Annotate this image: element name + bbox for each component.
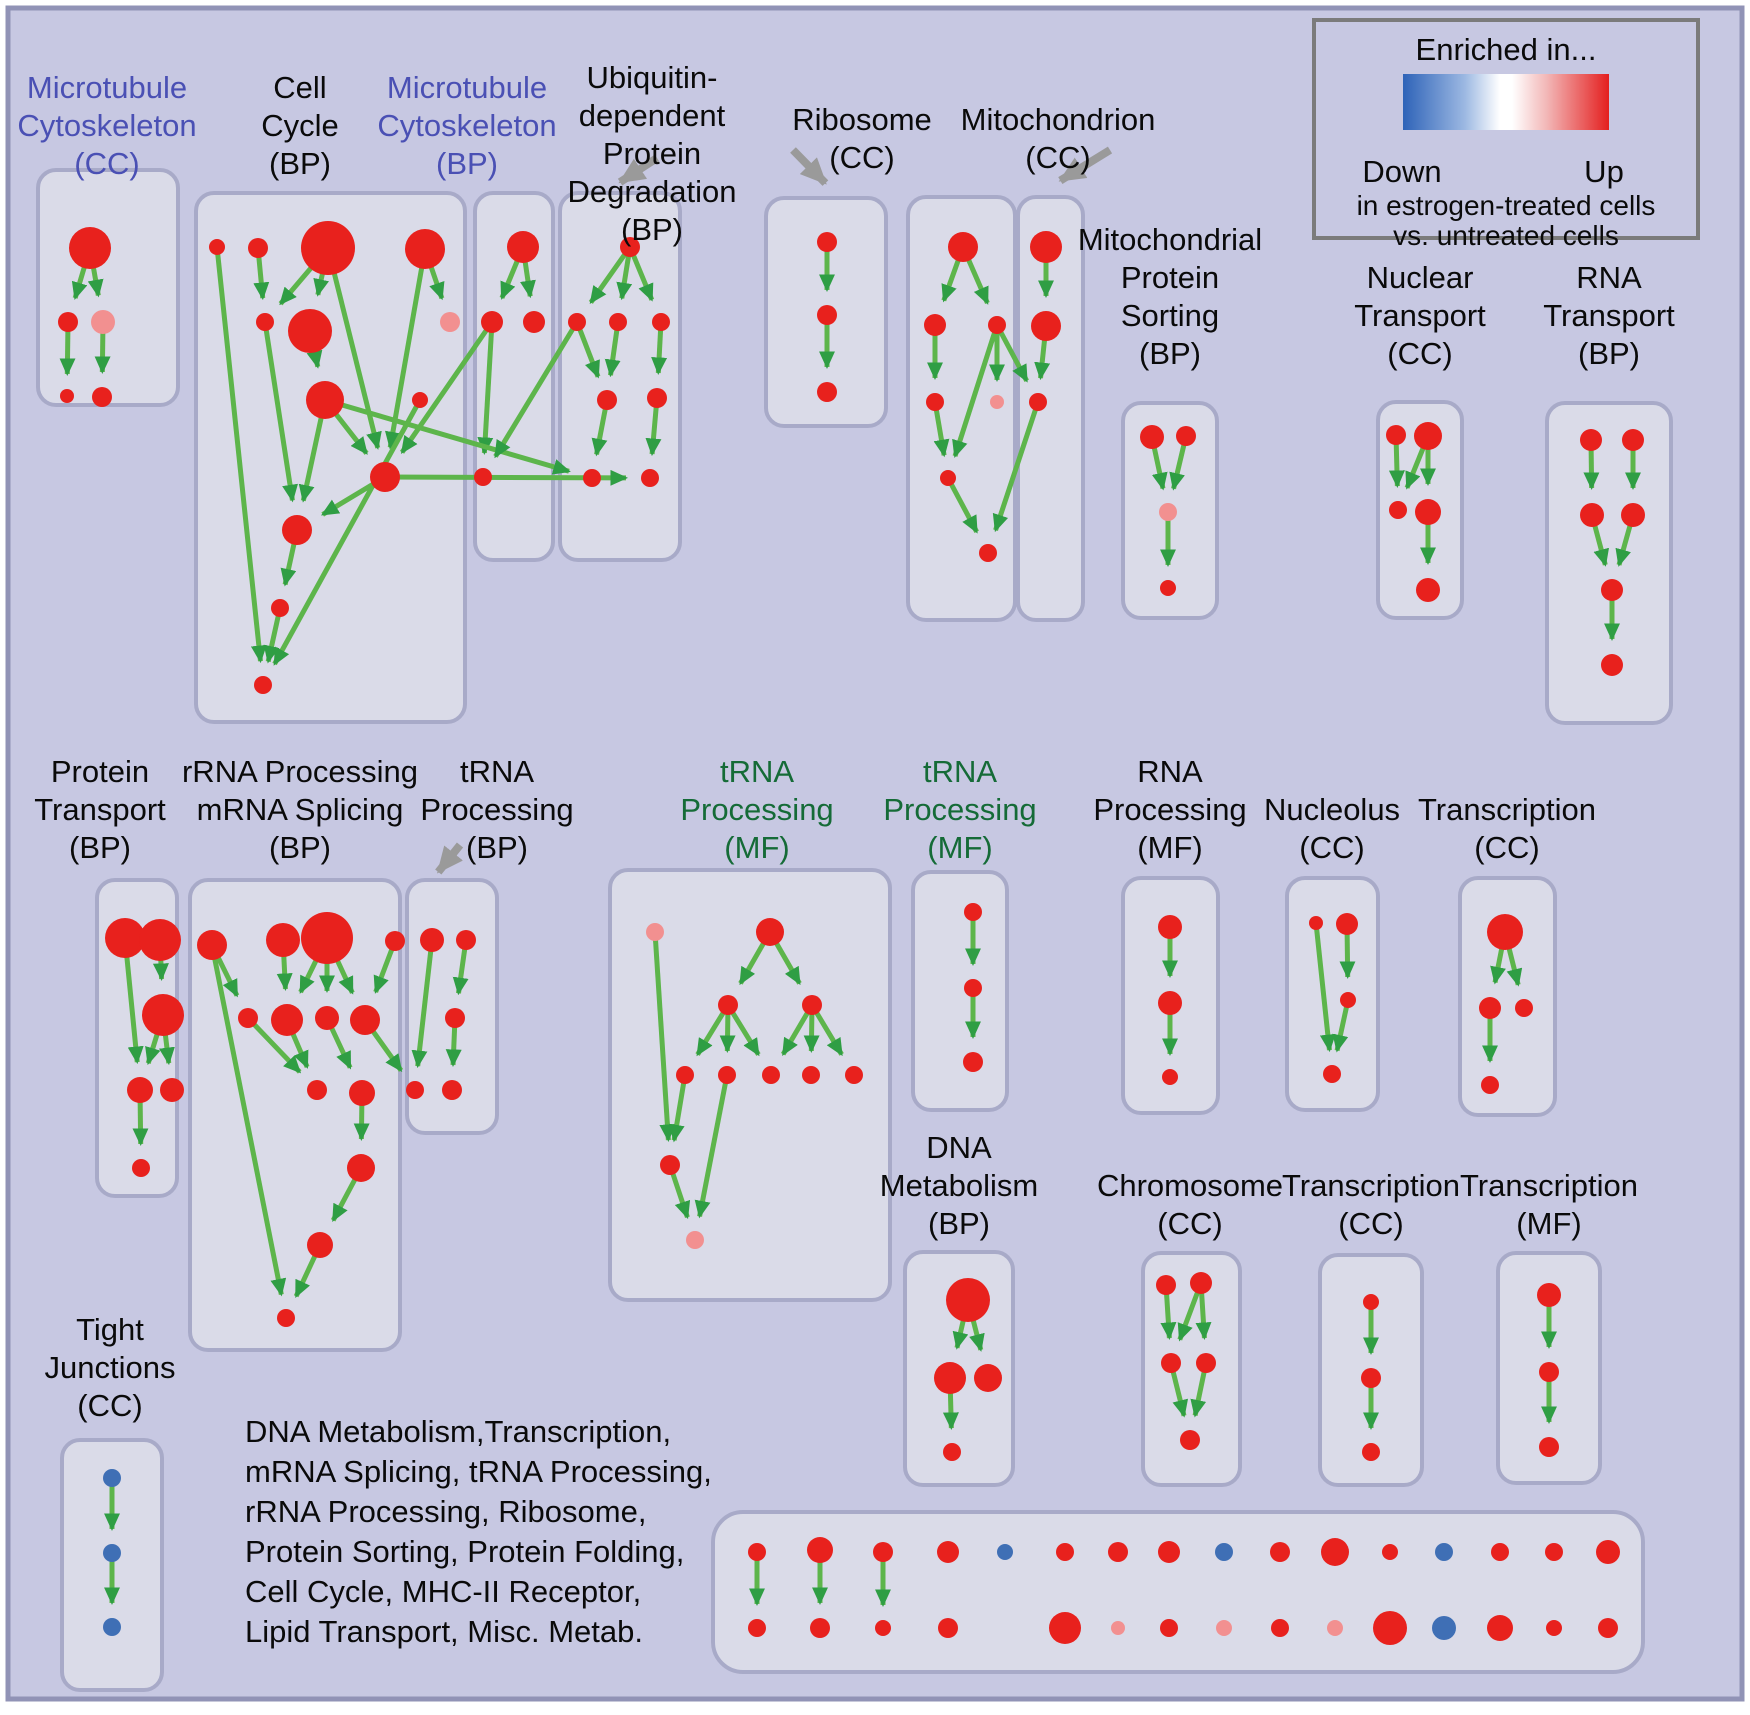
go-term-node-nuc-t-0 bbox=[1386, 425, 1406, 445]
misc-line: Lipid Transport, Misc. Metab. bbox=[245, 1614, 643, 1649]
go-term-node-cell-cycle-11 bbox=[271, 599, 289, 617]
go-term-node-mt-bp-3 bbox=[474, 468, 492, 486]
go-term-node-chromosome-2 bbox=[1161, 1353, 1181, 1373]
group-label-mps-line-0: Mitochondrial bbox=[1077, 222, 1263, 257]
group-label-chromosome-line-1: (CC) bbox=[1157, 1206, 1223, 1241]
group-label-trans-mf-line-1: (MF) bbox=[1516, 1206, 1582, 1241]
go-term-node-rna-p-mf-2 bbox=[1162, 1069, 1178, 1085]
group-label-prot-t-line-1: Transport bbox=[34, 792, 166, 827]
group-label-nucleolus-line-1: (CC) bbox=[1299, 830, 1365, 865]
go-term-node-misc-cluster-3 bbox=[937, 1541, 959, 1563]
go-term-node-trans-cc-2-0 bbox=[1487, 914, 1523, 950]
go-term-node-mt-cc-0 bbox=[69, 227, 111, 269]
group-label-rna-p-mf-line-0: RNA bbox=[1137, 754, 1203, 789]
group-label-mt-cc-line-2: (CC) bbox=[74, 146, 140, 181]
go-term-node-mt-cc-2 bbox=[91, 310, 115, 334]
go-term-node-dna-met-1 bbox=[934, 1362, 966, 1394]
group-label-trna-mf-2-line-2: (MF) bbox=[927, 830, 993, 865]
go-term-node-rrna-10 bbox=[347, 1154, 375, 1182]
go-term-node-mt-cc-1 bbox=[58, 312, 78, 332]
go-term-node-dna-met-3 bbox=[943, 1443, 961, 1461]
go-term-node-rrna-8 bbox=[307, 1080, 327, 1100]
group-label-ribosome-line-0: Ribosome bbox=[792, 102, 932, 137]
go-term-node-prot-t-1 bbox=[139, 919, 181, 961]
legend-subtitle-line2: vs. untreated cells bbox=[1393, 220, 1619, 251]
group-label-mt-cc-line-0: Microtubule bbox=[26, 70, 188, 105]
go-term-node-trna-bp-1 bbox=[456, 930, 476, 950]
go-term-node-rna-p-mf-0 bbox=[1158, 915, 1182, 939]
go-term-node-trans-mf-2 bbox=[1539, 1437, 1559, 1457]
go-term-node-mito-2 bbox=[1029, 393, 1047, 411]
go-term-node-rrna-11 bbox=[307, 1232, 333, 1258]
go-term-node-mt-bp-0 bbox=[507, 231, 539, 263]
go-term-node-ub-a-3 bbox=[652, 313, 670, 331]
group-label-ub-a-line-2: Protein bbox=[602, 136, 702, 171]
go-term-node-tight-j-0 bbox=[103, 1469, 121, 1487]
group-box-trans-cc-2 bbox=[1460, 878, 1555, 1115]
go-term-node-rrna-12 bbox=[277, 1309, 295, 1327]
go-term-node-rrna-5 bbox=[271, 1004, 303, 1036]
go-term-node-ub-b-1 bbox=[817, 305, 837, 325]
go-term-node-trna-mf-1-6 bbox=[762, 1066, 780, 1084]
go-term-node-ribosome-6 bbox=[979, 544, 997, 562]
go-term-node-rna-t-2 bbox=[1580, 503, 1604, 527]
group-label-mps-line-1: Protein bbox=[1120, 260, 1220, 295]
misc-line: Protein Sorting, Protein Folding, bbox=[245, 1534, 685, 1569]
go-term-node-trna-mf-2-0 bbox=[964, 903, 982, 921]
go-term-node-trans-cc-3-1 bbox=[1361, 1368, 1381, 1388]
go-term-node-nuc-t-1 bbox=[1414, 422, 1442, 450]
group-label-ribosome-line-1: (CC) bbox=[829, 140, 895, 175]
go-term-node-ribosome-5 bbox=[940, 470, 956, 486]
go-term-node-misc-cluster-0 bbox=[748, 1543, 766, 1561]
go-term-node-misc-cluster-24 bbox=[1271, 1619, 1289, 1637]
group-label-cell-cycle-line-2: (BP) bbox=[269, 146, 331, 181]
go-term-node-trans-cc-2-2 bbox=[1515, 999, 1533, 1017]
group-label-mt-bp-line-1: Cytoskeleton bbox=[377, 108, 557, 143]
go-term-node-chromosome-1 bbox=[1190, 1272, 1212, 1294]
go-term-node-ub-a-1 bbox=[568, 313, 586, 331]
go-term-node-rna-t-0 bbox=[1580, 429, 1602, 451]
go-term-node-mps-0 bbox=[1140, 425, 1164, 449]
go-term-node-ub-a-2 bbox=[609, 313, 627, 331]
legend bbox=[1312, 18, 1700, 251]
go-term-node-misc-cluster-10 bbox=[1321, 1538, 1349, 1566]
group-label-rrna-line-1: mRNA Splicing bbox=[196, 792, 404, 827]
group-label-mps-line-2: Sorting bbox=[1120, 298, 1220, 333]
go-term-node-ub-a-6 bbox=[583, 469, 601, 487]
go-term-node-misc-cluster-23 bbox=[1216, 1620, 1232, 1636]
go-term-node-cell-cycle-7 bbox=[306, 381, 344, 419]
go-term-node-rrna-0 bbox=[197, 930, 227, 960]
go-term-node-misc-cluster-25 bbox=[1327, 1620, 1343, 1636]
group-label-mt-cc-line-1: Cytoskeleton bbox=[17, 108, 197, 143]
legend-down-label: Down bbox=[1362, 154, 1442, 189]
go-term-node-prot-t-2 bbox=[142, 994, 184, 1036]
go-term-node-rrna-9 bbox=[349, 1080, 375, 1106]
go-term-node-ribosome-0 bbox=[948, 232, 978, 262]
go-term-node-misc-cluster-12 bbox=[1435, 1543, 1453, 1561]
go-term-node-cell-cycle-4 bbox=[256, 313, 274, 331]
misc-line: rRNA Processing, Ribosome, bbox=[245, 1494, 647, 1529]
go-term-node-rrna-3 bbox=[385, 931, 405, 951]
go-term-node-dna-met-0 bbox=[946, 1278, 990, 1322]
go-term-node-chromosome-4 bbox=[1180, 1430, 1200, 1450]
go-term-node-rna-t-4 bbox=[1601, 579, 1623, 601]
go-term-node-trna-mf-1-9 bbox=[660, 1155, 680, 1175]
go-term-node-misc-cluster-29 bbox=[1546, 1620, 1562, 1636]
go-term-node-misc-cluster-20 bbox=[1049, 1612, 1081, 1644]
go-term-node-mito-1 bbox=[1031, 311, 1061, 341]
go-term-node-cell-cycle-1 bbox=[248, 238, 268, 258]
group-label-tight-j-line-0: Tight bbox=[76, 1312, 144, 1347]
go-term-node-cell-cycle-8 bbox=[412, 392, 428, 408]
go-term-node-dna-met-2 bbox=[974, 1364, 1002, 1392]
go-term-node-misc-cluster-11 bbox=[1382, 1544, 1398, 1560]
go-term-node-mt-bp-1 bbox=[481, 311, 503, 333]
go-term-node-trna-mf-1-5 bbox=[718, 1066, 736, 1084]
group-label-mito-line-1: (CC) bbox=[1025, 140, 1091, 175]
go-term-node-trna-bp-2 bbox=[445, 1008, 465, 1028]
go-term-node-rrna-6 bbox=[315, 1006, 339, 1030]
go-term-node-nuc-t-2 bbox=[1389, 501, 1407, 519]
go-term-node-nucleolus-1 bbox=[1336, 913, 1358, 935]
group-label-nucleolus-line-0: Nucleolus bbox=[1263, 792, 1401, 827]
group-box-ub-a bbox=[560, 193, 680, 560]
go-term-node-trans-mf-1 bbox=[1539, 1362, 1559, 1382]
go-term-node-misc-cluster-6 bbox=[1108, 1542, 1128, 1562]
go-term-node-misc-cluster-22 bbox=[1160, 1619, 1178, 1637]
go-term-node-ribosome-2 bbox=[988, 316, 1006, 334]
group-label-trna-mf-2-line-0: tRNA bbox=[922, 754, 998, 789]
go-term-node-ribosome-4 bbox=[990, 395, 1004, 409]
go-term-node-prot-t-4 bbox=[160, 1078, 184, 1102]
misc-line: Cell Cycle, MHC-II Receptor, bbox=[245, 1574, 642, 1609]
go-term-node-misc-cluster-7 bbox=[1158, 1541, 1180, 1563]
group-label-mt-bp-line-2: (BP) bbox=[436, 146, 498, 181]
go-term-node-tight-j-2 bbox=[103, 1618, 121, 1636]
go-term-node-ub-a-4 bbox=[597, 390, 617, 410]
go-term-node-prot-t-5 bbox=[132, 1159, 150, 1177]
go-term-node-trans-mf-0 bbox=[1537, 1283, 1561, 1307]
go-term-node-trna-mf-1-7 bbox=[802, 1066, 820, 1084]
go-term-node-tight-j-1 bbox=[103, 1544, 121, 1562]
go-term-node-trna-mf-1-2 bbox=[718, 995, 738, 1015]
group-label-dna-met-line-2: (BP) bbox=[928, 1206, 990, 1241]
group-label-prot-t-line-2: (BP) bbox=[69, 830, 131, 865]
misc-line: mRNA Splicing, tRNA Processing, bbox=[245, 1454, 712, 1489]
go-term-node-trna-mf-1-3 bbox=[802, 995, 822, 1015]
go-term-node-nucleolus-2 bbox=[1340, 992, 1356, 1008]
group-label-rna-t-line-1: Transport bbox=[1543, 298, 1675, 333]
go-term-node-rna-t-3 bbox=[1621, 503, 1645, 527]
group-label-rna-t-line-0: RNA bbox=[1576, 260, 1642, 295]
go-term-node-rna-t-5 bbox=[1601, 654, 1623, 676]
go-term-node-misc-cluster-18 bbox=[875, 1620, 891, 1636]
go-term-node-rna-t-1 bbox=[1622, 429, 1644, 451]
group-label-trna-bp-line-0: tRNA bbox=[459, 754, 535, 789]
go-term-node-misc-cluster-2 bbox=[873, 1542, 893, 1562]
group-label-prot-t-line-0: Protein bbox=[50, 754, 150, 789]
misc-line: DNA Metabolism,Transcription, bbox=[245, 1414, 672, 1449]
group-label-nuc-t-line-2: (CC) bbox=[1387, 336, 1453, 371]
go-term-node-misc-cluster-1 bbox=[807, 1537, 833, 1563]
group-box-mt-cc bbox=[38, 170, 178, 405]
misc-annotation-text bbox=[245, 1412, 712, 1652]
go-term-node-misc-cluster-17 bbox=[810, 1618, 830, 1638]
go-term-node-mps-3 bbox=[1160, 580, 1176, 596]
group-label-trans-cc-2-line-0: Transcription bbox=[1417, 792, 1597, 827]
group-label-ub-a-line-4: (BP) bbox=[621, 212, 683, 247]
group-label-trna-bp-line-1: Processing bbox=[420, 792, 574, 827]
legend-gradient-bar bbox=[1403, 74, 1609, 130]
group-label-dna-met-line-1: Metabolism bbox=[879, 1168, 1039, 1203]
go-term-node-misc-cluster-14 bbox=[1545, 1543, 1563, 1561]
go-term-node-cell-cycle-6 bbox=[440, 312, 460, 332]
go-term-node-trna-bp-0 bbox=[420, 928, 444, 952]
go-term-node-nuc-t-4 bbox=[1416, 578, 1440, 602]
go-term-node-cell-cycle-2 bbox=[301, 221, 355, 275]
go-term-node-misc-cluster-8 bbox=[1215, 1543, 1233, 1561]
go-term-node-nucleolus-3 bbox=[1323, 1065, 1341, 1083]
go-term-node-mps-1 bbox=[1176, 426, 1196, 446]
go-term-node-misc-cluster-4 bbox=[997, 1544, 1013, 1560]
go-term-node-prot-t-3 bbox=[127, 1077, 153, 1103]
go-term-node-trna-bp-3 bbox=[406, 1081, 424, 1099]
legend-title: Enriched in... bbox=[1415, 32, 1597, 67]
go-term-node-ub-a-7 bbox=[641, 469, 659, 487]
go-term-node-trans-cc-2-1 bbox=[1479, 997, 1501, 1019]
group-label-chromosome-line-0: Chromosome bbox=[1096, 1168, 1284, 1203]
go-term-node-ub-a-0 bbox=[620, 237, 640, 257]
group-label-rrna-line-0: rRNA Processing bbox=[181, 754, 419, 789]
group-label-cell-cycle-line-1: Cycle bbox=[261, 108, 339, 143]
group-box-trna-mf-2 bbox=[913, 872, 1007, 1110]
go-term-node-cell-cycle-12 bbox=[254, 676, 272, 694]
group-label-dna-met-line-0: DNA bbox=[926, 1130, 992, 1165]
group-label-rna-t-line-2: (BP) bbox=[1578, 336, 1640, 371]
go-term-node-misc-cluster-15 bbox=[1596, 1540, 1620, 1564]
go-term-node-rrna-4 bbox=[238, 1008, 258, 1028]
go-term-node-nucleolus-0 bbox=[1309, 916, 1323, 930]
group-label-rna-p-mf-line-2: (MF) bbox=[1137, 830, 1203, 865]
group-label-trna-mf-1-line-0: tRNA bbox=[719, 754, 795, 789]
go-term-node-misc-cluster-21 bbox=[1111, 1621, 1125, 1635]
go-term-node-misc-cluster-26 bbox=[1373, 1611, 1407, 1645]
group-label-trna-bp-line-2: (BP) bbox=[466, 830, 528, 865]
group-label-trna-mf-1-line-2: (MF) bbox=[724, 830, 790, 865]
go-term-node-misc-cluster-28 bbox=[1487, 1615, 1513, 1641]
go-term-node-rrna-2 bbox=[301, 912, 353, 964]
group-label-ub-a-line-3: Degradation bbox=[567, 174, 737, 209]
go-term-node-misc-cluster-19 bbox=[938, 1618, 958, 1638]
go-term-node-trans-cc-3-2 bbox=[1362, 1443, 1380, 1461]
go-term-node-misc-cluster-13 bbox=[1491, 1543, 1509, 1561]
group-label-trans-cc-2-line-1: (CC) bbox=[1474, 830, 1540, 865]
legend-up-label: Up bbox=[1584, 154, 1624, 189]
go-term-node-cell-cycle-0 bbox=[209, 239, 225, 255]
go-term-node-mt-cc-3 bbox=[60, 389, 74, 403]
go-term-node-ub-a-5 bbox=[647, 388, 667, 408]
go-term-node-cell-cycle-5 bbox=[288, 309, 332, 353]
go-term-node-rrna-1 bbox=[266, 923, 300, 957]
group-label-cell-cycle-line-0: Cell bbox=[273, 70, 327, 105]
go-term-node-mito-0 bbox=[1030, 231, 1062, 263]
go-term-node-misc-cluster-27 bbox=[1432, 1616, 1456, 1640]
group-label-trna-mf-2-line-1: Processing bbox=[883, 792, 1037, 827]
go-term-node-cell-cycle-10 bbox=[282, 515, 312, 545]
group-label-trans-cc-3-line-0: Transcription bbox=[1281, 1168, 1461, 1203]
go-term-node-misc-cluster-30 bbox=[1598, 1618, 1618, 1638]
group-label-rrna-line-2: (BP) bbox=[269, 830, 331, 865]
go-term-node-mps-2 bbox=[1159, 503, 1177, 521]
group-label-ub-a-line-0: Ubiquitin- bbox=[586, 60, 718, 95]
go-term-node-prot-t-0 bbox=[105, 918, 145, 958]
go-term-node-trna-mf-1-10 bbox=[686, 1231, 704, 1249]
legend-subtitle-line1: in estrogen-treated cells bbox=[1356, 190, 1656, 221]
go-term-node-misc-cluster-5 bbox=[1056, 1543, 1074, 1561]
group-label-nuc-t-line-0: Nuclear bbox=[1366, 260, 1474, 295]
group-label-mps-line-3: (BP) bbox=[1139, 336, 1201, 371]
group-label-mito-line-0: Mitochondrion bbox=[960, 102, 1156, 137]
group-label-mt-bp-line-0: Microtubule bbox=[386, 70, 548, 105]
go-term-node-trna-mf-1-4 bbox=[676, 1066, 694, 1084]
go-term-node-ub-b-0 bbox=[817, 232, 837, 252]
go-term-node-trans-cc-2-3 bbox=[1481, 1076, 1499, 1094]
go-term-node-mt-bp-2 bbox=[523, 311, 545, 333]
go-term-node-ub-b-2 bbox=[817, 382, 837, 402]
group-label-nuc-t-line-1: Transport bbox=[1354, 298, 1486, 333]
go-term-node-misc-cluster-16 bbox=[748, 1619, 766, 1637]
go-term-node-chromosome-3 bbox=[1196, 1353, 1216, 1373]
group-label-ub-a-line-1: dependent bbox=[578, 98, 726, 133]
group-label-tight-j-line-2: (CC) bbox=[77, 1388, 143, 1423]
group-label-trans-cc-3-line-1: (CC) bbox=[1338, 1206, 1404, 1241]
go-term-node-chromosome-0 bbox=[1156, 1275, 1176, 1295]
go-term-node-ribosome-3 bbox=[926, 393, 944, 411]
group-label-tight-j-line-1: Junctions bbox=[44, 1350, 176, 1385]
go-term-node-trna-mf-1-1 bbox=[756, 918, 784, 946]
go-term-node-cell-cycle-9 bbox=[370, 462, 400, 492]
go-term-node-trna-bp-4 bbox=[442, 1080, 462, 1100]
group-label-trans-mf-line-0: Transcription bbox=[1459, 1168, 1639, 1203]
go-term-node-cell-cycle-3 bbox=[405, 229, 445, 269]
group-label-trna-mf-1-line-1: Processing bbox=[680, 792, 834, 827]
go-term-node-nuc-t-3 bbox=[1415, 499, 1441, 525]
go-term-node-misc-cluster-9 bbox=[1270, 1542, 1290, 1562]
group-label-rna-p-mf-line-1: Processing bbox=[1093, 792, 1247, 827]
go-term-node-trna-mf-2-2 bbox=[963, 1052, 983, 1072]
go-term-node-trna-mf-1-0 bbox=[646, 923, 664, 941]
go-term-node-rna-p-mf-1 bbox=[1158, 991, 1182, 1015]
go-term-node-trna-mf-1-8 bbox=[845, 1066, 863, 1084]
go-term-node-mt-cc-4 bbox=[92, 387, 112, 407]
go-term-node-trna-mf-2-1 bbox=[964, 979, 982, 997]
go-term-node-trans-cc-3-0 bbox=[1363, 1294, 1379, 1310]
go-term-node-ribosome-1 bbox=[924, 314, 946, 336]
group-box-misc-cluster bbox=[713, 1512, 1643, 1672]
go-term-node-rrna-7 bbox=[350, 1005, 380, 1035]
